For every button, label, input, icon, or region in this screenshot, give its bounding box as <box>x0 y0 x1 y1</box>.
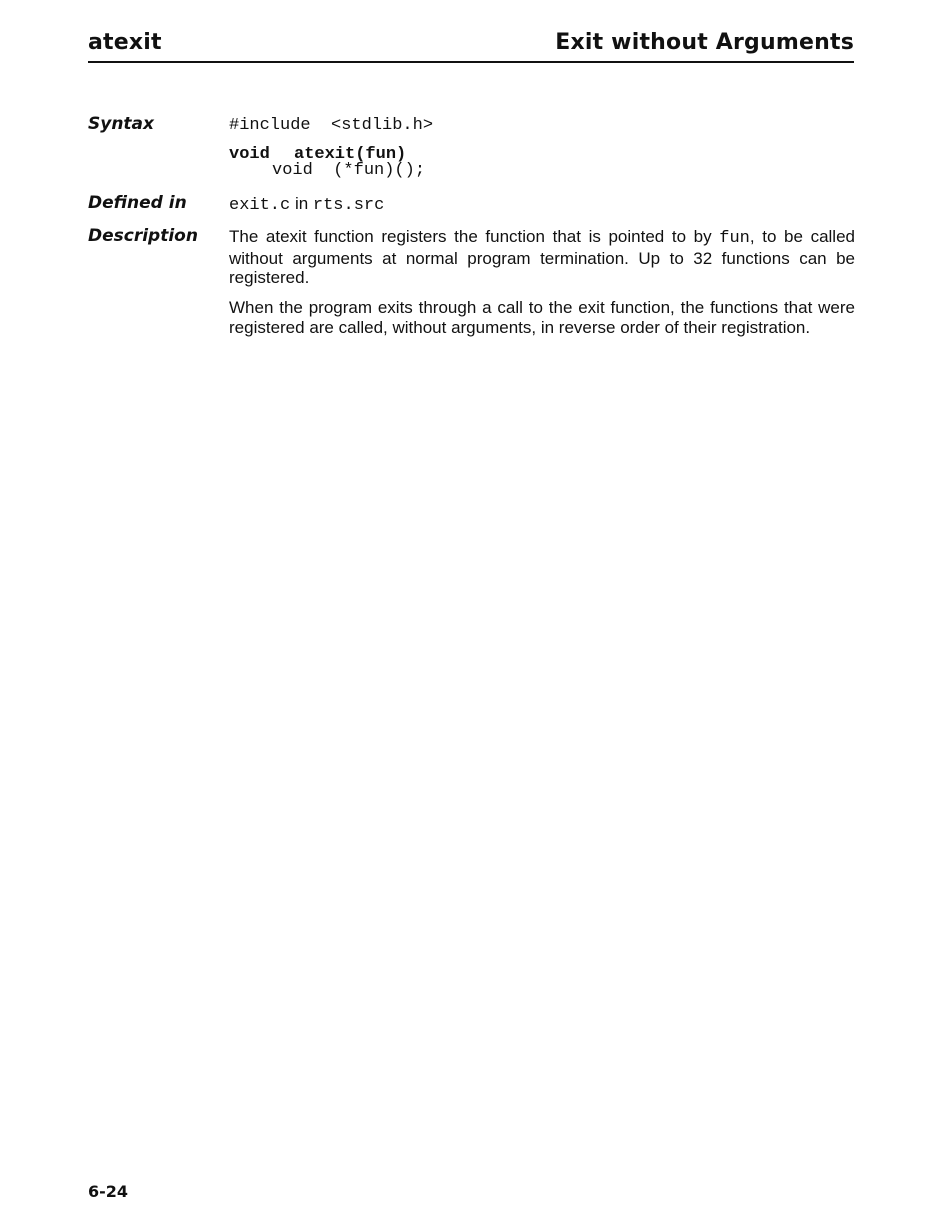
syntax-decl-func: atexit(fun) <box>294 145 407 164</box>
syntax-param-line: void (*fun)(); <box>272 161 426 180</box>
header-rule <box>88 61 854 63</box>
description-paragraph-1 <box>229 227 855 288</box>
header-function-name: atexit <box>88 30 162 55</box>
page-number: 6-24 <box>88 1182 129 1201</box>
page-header <box>88 28 854 62</box>
header-section-title: Exit without Arguments <box>555 30 854 55</box>
description-label: Description <box>88 226 198 246</box>
description-p1-code: fun <box>719 229 750 248</box>
defined-in-source: rts.src <box>312 196 385 215</box>
defined-in-label: Defined in <box>88 193 187 213</box>
syntax-include-line: #include <stdlib.h> <box>229 116 434 135</box>
defined-in-word: in <box>290 194 313 213</box>
defined-in-value <box>229 194 855 215</box>
defined-in-file: exit.c <box>229 196 291 215</box>
description-p1-before: The atexit function registers the function that is pointed to by <box>229 227 720 246</box>
description-paragraph-2: When the program exits through a call to the exit function, the functions that were registered are called, without arguments, in reverse order of their registration. <box>229 298 855 337</box>
syntax-label: Syntax <box>88 114 154 134</box>
syntax-decl-void: void <box>229 145 270 164</box>
description-p1-after: , to be called without arguments at normal program termination. Up to 32 functions can be registered. <box>229 227 855 287</box>
